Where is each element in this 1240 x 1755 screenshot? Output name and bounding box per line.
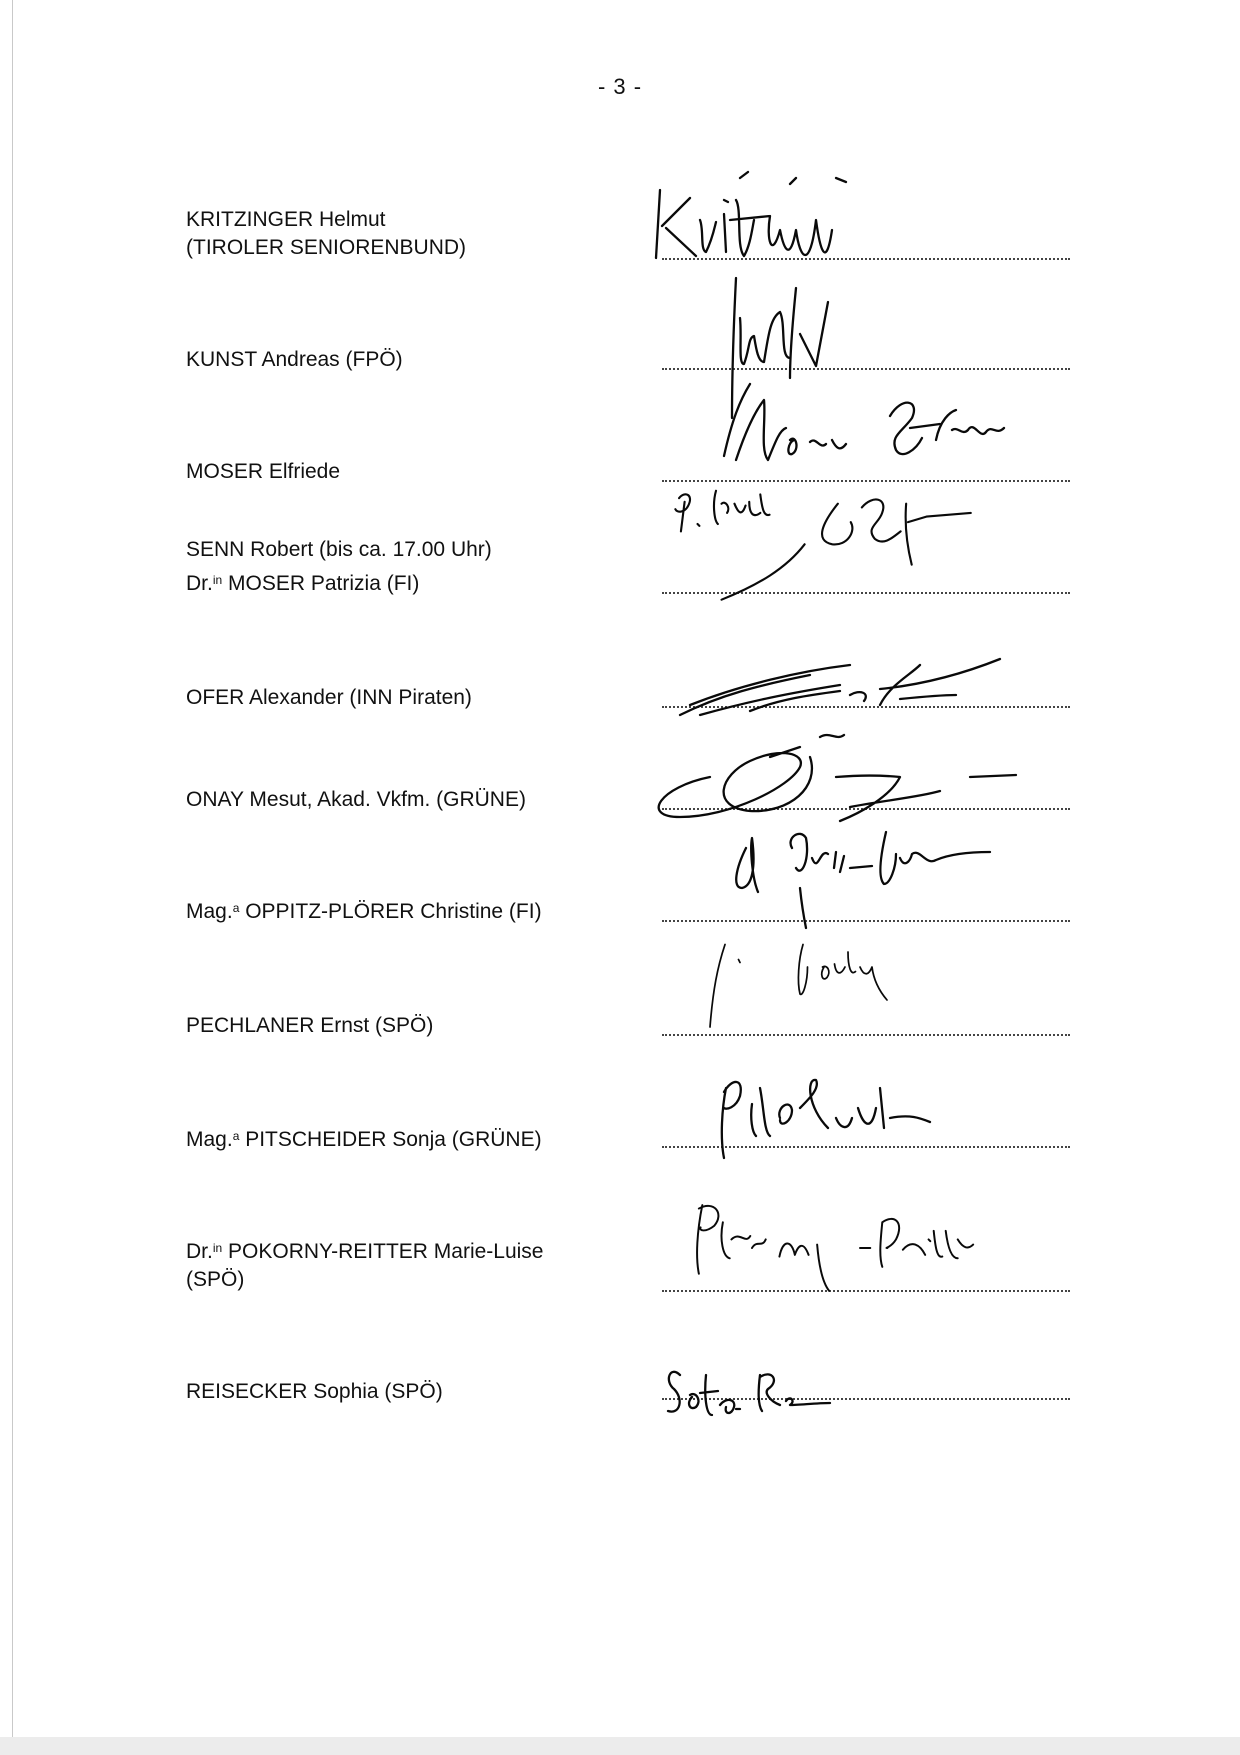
entry-moser-elfriede: [186, 458, 340, 486]
title-suffix: a: [232, 1129, 240, 1143]
title-prefix: Dr.: [186, 572, 213, 595]
entry-oppitz-ploerer: [186, 898, 542, 926]
title-prefix: Mag.: [186, 900, 233, 923]
entry-name: OFER Alexander (INN Piraten): [186, 686, 472, 709]
entry-name: ONAY Mesut, Akad. Vkfm. (GRÜNE): [186, 788, 526, 811]
signature-reisecker: [640, 1330, 1080, 1450]
signature-pitscheider: [640, 1048, 1080, 1168]
entry-pokorny-reitter: [186, 1238, 543, 1294]
entry-name: OPPITZ-PLÖRER Christine (FI): [239, 900, 542, 923]
entry-name: KUNST Andreas (FPÖ): [186, 348, 403, 371]
entry-name: SENN Robert (bis ca. 17.00 Uhr): [186, 538, 492, 561]
entry-name: MOSER Patrizia (FI): [222, 572, 420, 595]
page-number: - 3 -: [597, 74, 643, 99]
entry-kritzinger: [186, 206, 466, 262]
page-bottom-band: [0, 1737, 1240, 1755]
entry-name: REISECKER Sophia (SPÖ): [186, 1380, 443, 1403]
entry-name: PECHLANER Ernst (SPÖ): [186, 1014, 434, 1037]
title-suffix: a: [232, 901, 240, 915]
signature-senn-moser: [640, 476, 1080, 596]
signature-oppitz-ploerer: [640, 808, 1080, 928]
signature-pechlaner: [640, 922, 1080, 1042]
entry-ofer: [186, 684, 472, 712]
title-suffix: in: [212, 573, 223, 587]
entry-kunst: [186, 346, 403, 374]
signature-kritzinger: [640, 170, 1080, 290]
title-suffix: in: [212, 1241, 223, 1255]
entry-moser-patrizia: [186, 570, 419, 598]
entry-pitscheider: [186, 1126, 542, 1154]
entry-reisecker: [186, 1378, 443, 1406]
title-prefix: Mag.: [186, 1128, 233, 1151]
page-left-edge: [12, 0, 13, 1755]
entry-name: POKORNY-REITTER Marie-Luise: [222, 1240, 544, 1263]
entry-name: MOSER Elfriede: [186, 460, 341, 483]
entry-pechlaner: [186, 1012, 433, 1040]
entry-party: (SPÖ): [186, 1268, 245, 1291]
entry-name: PITSCHEIDER Sonja (GRÜNE): [239, 1128, 542, 1151]
signature-pokorny-reitter: [640, 1188, 1080, 1308]
entry-name: KRITZINGER Helmut: [186, 208, 386, 231]
title-prefix: Dr.: [186, 1240, 213, 1263]
entry-senn: [186, 536, 492, 564]
entry-onay: [186, 786, 526, 814]
entry-party: (TIROLER SENIORENBUND): [186, 236, 467, 259]
